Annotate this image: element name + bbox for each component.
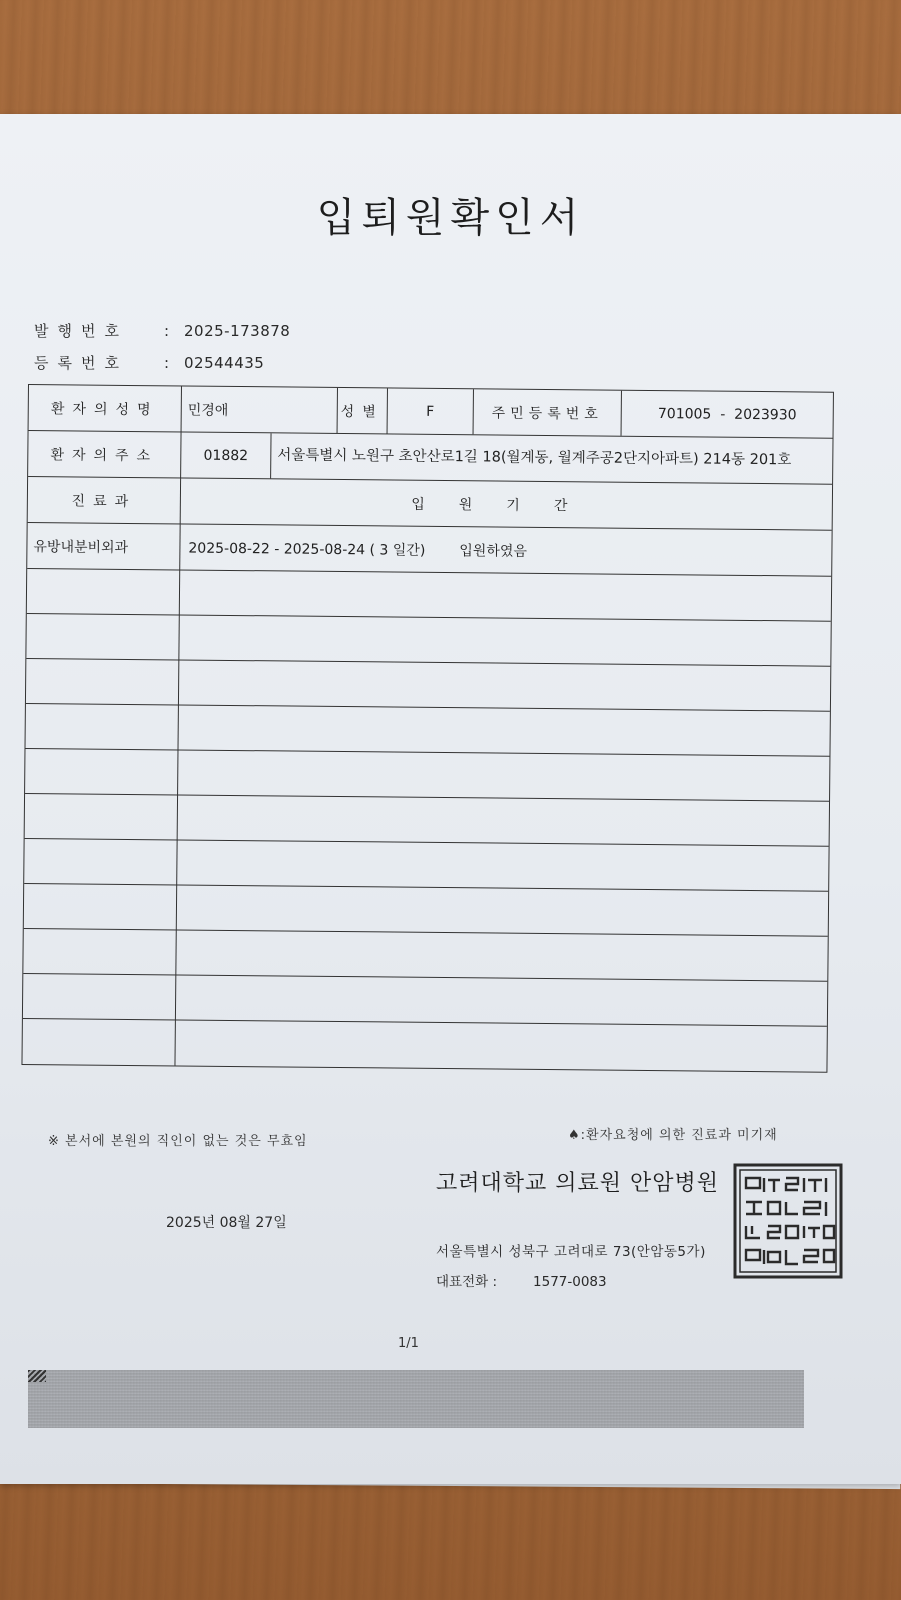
blank-cell	[178, 750, 829, 800]
issue-number-colon: :	[164, 322, 170, 340]
issue-number-row	[34, 320, 290, 341]
patient-name-row	[29, 385, 833, 439]
blank-cell	[179, 615, 830, 665]
blank-cell	[23, 974, 176, 1019]
blank-cell	[23, 929, 176, 974]
table-row	[25, 794, 829, 847]
patient-name-label: 환자의성명	[29, 385, 182, 431]
period-cell	[180, 524, 831, 575]
table-row	[27, 523, 831, 577]
issue-number: 2025-173878	[184, 322, 291, 340]
registration-number-label: 등록번호	[34, 354, 128, 372]
blank-cell	[180, 570, 831, 620]
table-row	[23, 974, 827, 1027]
blank-cell	[176, 930, 827, 980]
document-title: 입퇴원확인서	[316, 195, 585, 241]
blank-cell	[25, 749, 178, 794]
blank-cell	[26, 659, 179, 704]
blank-cell	[175, 1020, 826, 1071]
blank-cell	[176, 975, 827, 1025]
table-row	[26, 659, 830, 712]
rrn-label: 주민등록번호	[474, 389, 622, 435]
blank-cell	[26, 614, 179, 659]
registration-number-row	[34, 352, 264, 373]
blank-cell	[24, 884, 177, 929]
phone-row	[436, 1270, 607, 1290]
sex-label: 성별	[338, 388, 388, 433]
blank-cell	[177, 885, 828, 935]
page-number: 1/1	[398, 1336, 419, 1351]
table-row	[22, 1019, 826, 1072]
blank-cell	[27, 569, 180, 614]
department-header: 진료과	[28, 477, 181, 523]
blank-cell	[22, 1019, 175, 1065]
corner-mark	[28, 1370, 46, 1382]
hospital-address: 서울특별시 성북구 고려대로 73(안암동5가)	[436, 1244, 706, 1260]
table-row	[25, 749, 829, 802]
patient-name: 민경애	[182, 386, 338, 432]
record-table	[21, 384, 833, 1073]
registration-number-colon: :	[164, 354, 170, 372]
patient-address-label: 환자의주소	[28, 431, 181, 477]
official-seal-stamp	[732, 1162, 844, 1280]
table-row	[25, 704, 829, 757]
table-row	[24, 884, 828, 937]
blank-cell	[178, 705, 829, 755]
blank-cell	[177, 840, 828, 890]
validity-note: ※ 본서에 본원의 직인이 없는 것은 무효임	[48, 1134, 308, 1149]
table-row	[23, 929, 827, 982]
patient-address: 서울특별시 노원구 초안산로1길 18(월계동, 월계주공2단지아파트) 214동 201호	[277, 447, 792, 469]
table-row	[24, 839, 828, 892]
phone-number: 1577-0083	[533, 1274, 607, 1290]
period-dates: 2025-08-22 - 2025-08-24 ( 3 일간)	[188, 540, 426, 559]
phone-label: 대표전화 :	[436, 1274, 498, 1290]
security-pattern-strip	[28, 1370, 804, 1428]
issue-number-label: 발행번호	[34, 322, 128, 340]
hospital-name: 고려대학교 의료원 안암병원	[436, 1171, 720, 1196]
postal-code: 01882	[181, 432, 271, 478]
sex-value: F	[388, 388, 474, 434]
admission-status: 입원하였음	[459, 542, 528, 560]
period-header: 입원기간	[411, 496, 602, 515]
blank-cell	[179, 660, 830, 710]
blank-cell	[178, 795, 829, 845]
table-row	[27, 569, 831, 622]
table-row	[26, 614, 830, 667]
department-cell: 유방내분비외과	[27, 523, 180, 569]
patient-address-row	[28, 431, 832, 485]
rrn-value: 701005 - 2023930	[657, 405, 797, 423]
department-note: ♠:환자요청에 의한 진료과 미기재	[568, 1128, 778, 1143]
issue-date: 2025년 08월 27일	[166, 1215, 287, 1231]
blank-cell	[26, 704, 179, 749]
blank-cell	[24, 839, 177, 884]
registration-number: 02544435	[184, 354, 265, 372]
blank-cell	[25, 794, 178, 839]
table-header-row	[28, 477, 832, 531]
